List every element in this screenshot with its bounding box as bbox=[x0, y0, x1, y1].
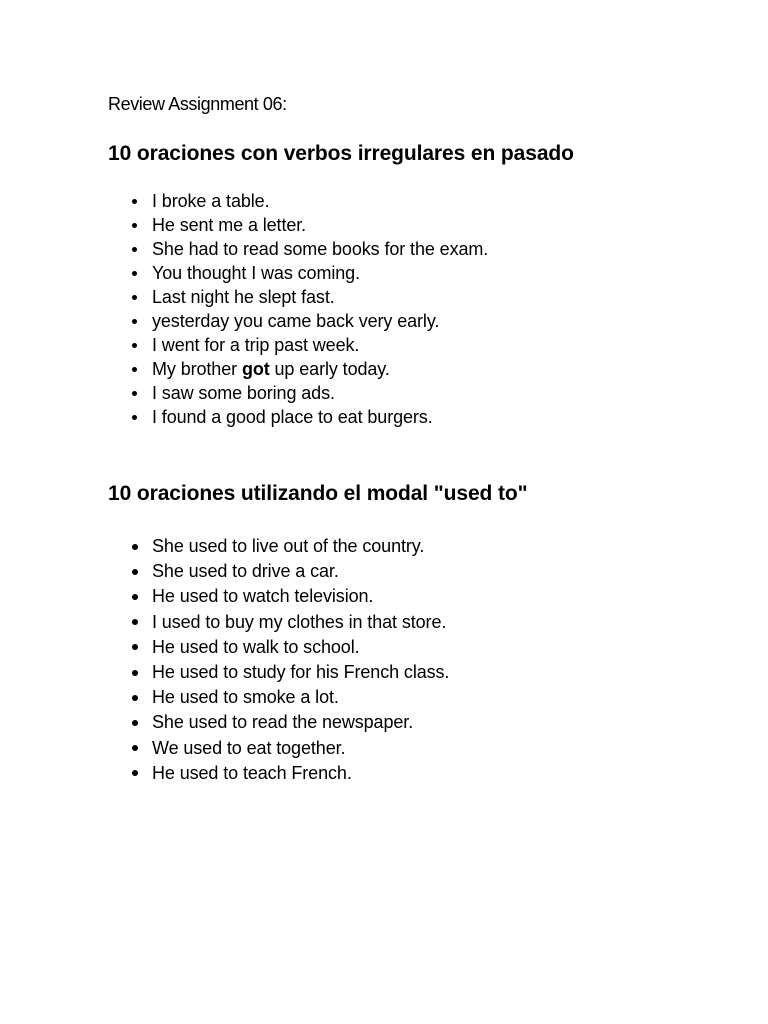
section-heading-irregular-verbs: 10 oraciones con verbos irregulares en pasado bbox=[108, 142, 574, 165]
list-item-text: He sent me a letter. bbox=[152, 215, 307, 235]
list-item-text: She used to drive a car. bbox=[152, 561, 339, 582]
list-item-text: She used to live out of the country. bbox=[152, 536, 425, 556]
bullet-icon bbox=[132, 247, 137, 252]
list-item-text: My brother bbox=[152, 359, 242, 379]
list-item bbox=[0, 213, 488, 237]
list-item bbox=[0, 237, 488, 261]
document-title: Review Assignment 06: bbox=[108, 94, 287, 114]
list-item bbox=[0, 357, 488, 381]
list-item-text: Last night he slept fast. bbox=[152, 287, 335, 307]
bullet-icon bbox=[132, 770, 138, 776]
list-item-bold-text: got bbox=[241, 359, 270, 379]
list-item bbox=[0, 189, 488, 213]
list-item bbox=[0, 261, 488, 285]
bullet-icon bbox=[132, 271, 137, 276]
list-item bbox=[0, 333, 488, 357]
list-item-text: up early today. bbox=[269, 359, 390, 379]
used-to-list bbox=[0, 534, 449, 786]
list-item-text: I went for a trip past week. bbox=[152, 335, 360, 355]
list-item bbox=[0, 534, 449, 559]
bullet-icon bbox=[132, 695, 138, 701]
list-item bbox=[0, 610, 449, 635]
list-item bbox=[0, 660, 449, 685]
list-item bbox=[0, 736, 449, 761]
bullet-icon bbox=[132, 295, 137, 300]
list-item bbox=[0, 559, 449, 584]
list-item-text: We used to eat together. bbox=[152, 737, 346, 758]
list-item-text: He used to teach French. bbox=[152, 762, 352, 783]
list-item bbox=[0, 584, 449, 609]
bullet-icon bbox=[132, 544, 138, 550]
bullet-icon bbox=[132, 619, 138, 625]
list-item-text: He used to watch television. bbox=[152, 586, 374, 607]
bullet-icon bbox=[132, 391, 137, 396]
bullet-icon bbox=[132, 569, 138, 575]
bullet-icon bbox=[132, 223, 137, 228]
bullet-icon bbox=[132, 319, 137, 324]
bullet-icon bbox=[132, 745, 138, 751]
list-item bbox=[0, 635, 449, 660]
list-item bbox=[0, 309, 488, 333]
list-item bbox=[0, 710, 449, 735]
list-item bbox=[0, 405, 488, 429]
bullet-icon bbox=[132, 720, 138, 726]
list-item-text: He used to smoke a lot. bbox=[152, 687, 339, 708]
list-item-text: You thought I was coming. bbox=[152, 263, 360, 283]
section-heading-used-to: 10 oraciones utilizando el modal "used to" bbox=[108, 482, 528, 505]
bullet-icon bbox=[132, 644, 138, 650]
list-item-text: She had to read some books for the exam. bbox=[152, 239, 489, 259]
bullet-icon bbox=[132, 670, 138, 676]
list-item-text: I broke a table. bbox=[152, 191, 270, 211]
list-item-text: I saw some boring ads. bbox=[152, 383, 335, 403]
list-item bbox=[0, 685, 449, 710]
list-item bbox=[0, 761, 449, 786]
bullet-icon bbox=[132, 199, 137, 204]
bullet-icon bbox=[132, 594, 138, 600]
list-item-text: I found a good place to eat burgers. bbox=[152, 407, 433, 427]
list-item-text: He used to study for his French class. bbox=[152, 661, 450, 682]
list-item-text: I used to buy my clothes in that store. bbox=[152, 611, 447, 632]
list-item bbox=[0, 285, 488, 309]
list-item bbox=[0, 381, 488, 405]
list-item-text: He used to walk to school. bbox=[152, 636, 360, 657]
irregular-verbs-list bbox=[0, 189, 488, 429]
bullet-icon bbox=[132, 415, 137, 420]
list-item-text: She used to read the newspaper. bbox=[152, 712, 414, 733]
bullet-icon bbox=[132, 367, 137, 372]
list-item-text: yesterday you came back very early. bbox=[152, 311, 440, 331]
bullet-icon bbox=[132, 343, 137, 348]
